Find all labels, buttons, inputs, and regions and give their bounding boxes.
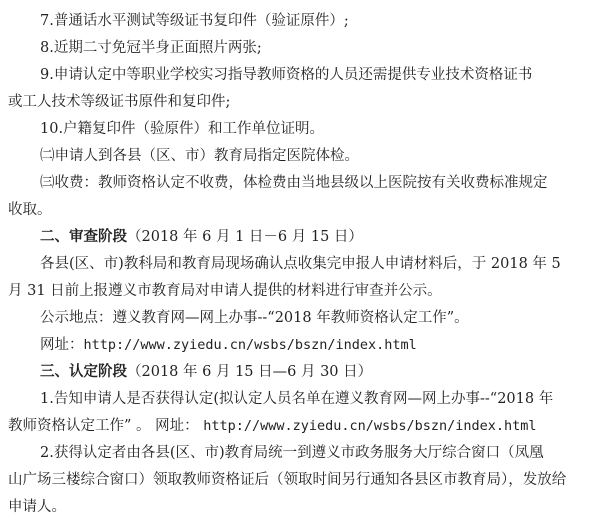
section-3-item1-line2 — [8, 413, 592, 440]
section-2-url-line — [8, 332, 592, 359]
item-7: 7.普通话水平测试等级证书复印件（验证原件）; — [40, 13, 349, 29]
section-3-item2-line3: 申请人。 — [8, 499, 66, 515]
website-url: http://www.zyiedu.cn/wsbs/bszn/index.html — [83, 337, 417, 353]
website-url-2: http://www.zyiedu.cn/wsbs/bszn/index.html — [203, 418, 537, 434]
item-9-line2: 或工人技术等级证书原件和复印件; — [8, 94, 231, 110]
item-9-line1: 9.申请认定中等职业学校实习指导教师资格的人员还需提供专业技术资格证书 — [40, 67, 533, 83]
note-fees-line2: 收取。 — [8, 202, 52, 218]
note-physical-exam: ㈡申请人到各县（区、市）教育局指定医院体检。 — [40, 148, 359, 164]
item-10: 10.户籍复印件（验原件）和工作单位证明。 — [40, 121, 325, 137]
section-3-item1-text: 教师资格认定工作” 。 网址： — [8, 418, 199, 434]
document-body — [8, 8, 592, 521]
section-3-dates: （2018 年 6 月 15 日—6 月 30 日） — [127, 364, 373, 380]
section-2-heading — [8, 224, 592, 251]
section-2-body-line1: 各县(区、市)教科局和教育局现场确认点收集完申报人申请材料后，于 2018 年 5 — [40, 256, 561, 272]
section-3-heading — [8, 359, 592, 386]
section-2-title: 二、审查阶段 — [40, 229, 127, 245]
section-3-item2-line2: 山广场三楼综合窗口）领取教师资格证后（领取时间另行通知各县区市教育局），发放给 — [8, 472, 567, 488]
url-label: 网址： — [40, 337, 84, 353]
section-2-dates: （2018 年 6 月 1 日－6 月 15 日） — [127, 229, 363, 245]
item-8: 8.近期二寸免冠半身正面照片两张; — [40, 40, 262, 56]
section-3-item1-line1: 1.告知申请人是否获得认定(拟认定人员名单在遵义教育网—网上办事--“2018 年 — [40, 391, 554, 407]
section-2-notice: 公示地点：遵义教育网—网上办事--“2018 年教师资格认定工作”。 — [40, 310, 469, 326]
section-3-title: 三、认定阶段 — [40, 364, 127, 380]
section-2-body-line2: 月 31 日前上报遵义市教育局对申请人提供的材料进行审查并公示。 — [8, 283, 442, 299]
note-fees-line1: ㈢收费：教师资格认定不收费，体检费由当地县级以上医院按有关收费标准规定 — [40, 175, 548, 191]
section-3-item2-line1: 2.获得认定者由各县(区、市)教育局统一到遵义市政务服务大厅综合窗口（凤凰 — [40, 445, 544, 461]
